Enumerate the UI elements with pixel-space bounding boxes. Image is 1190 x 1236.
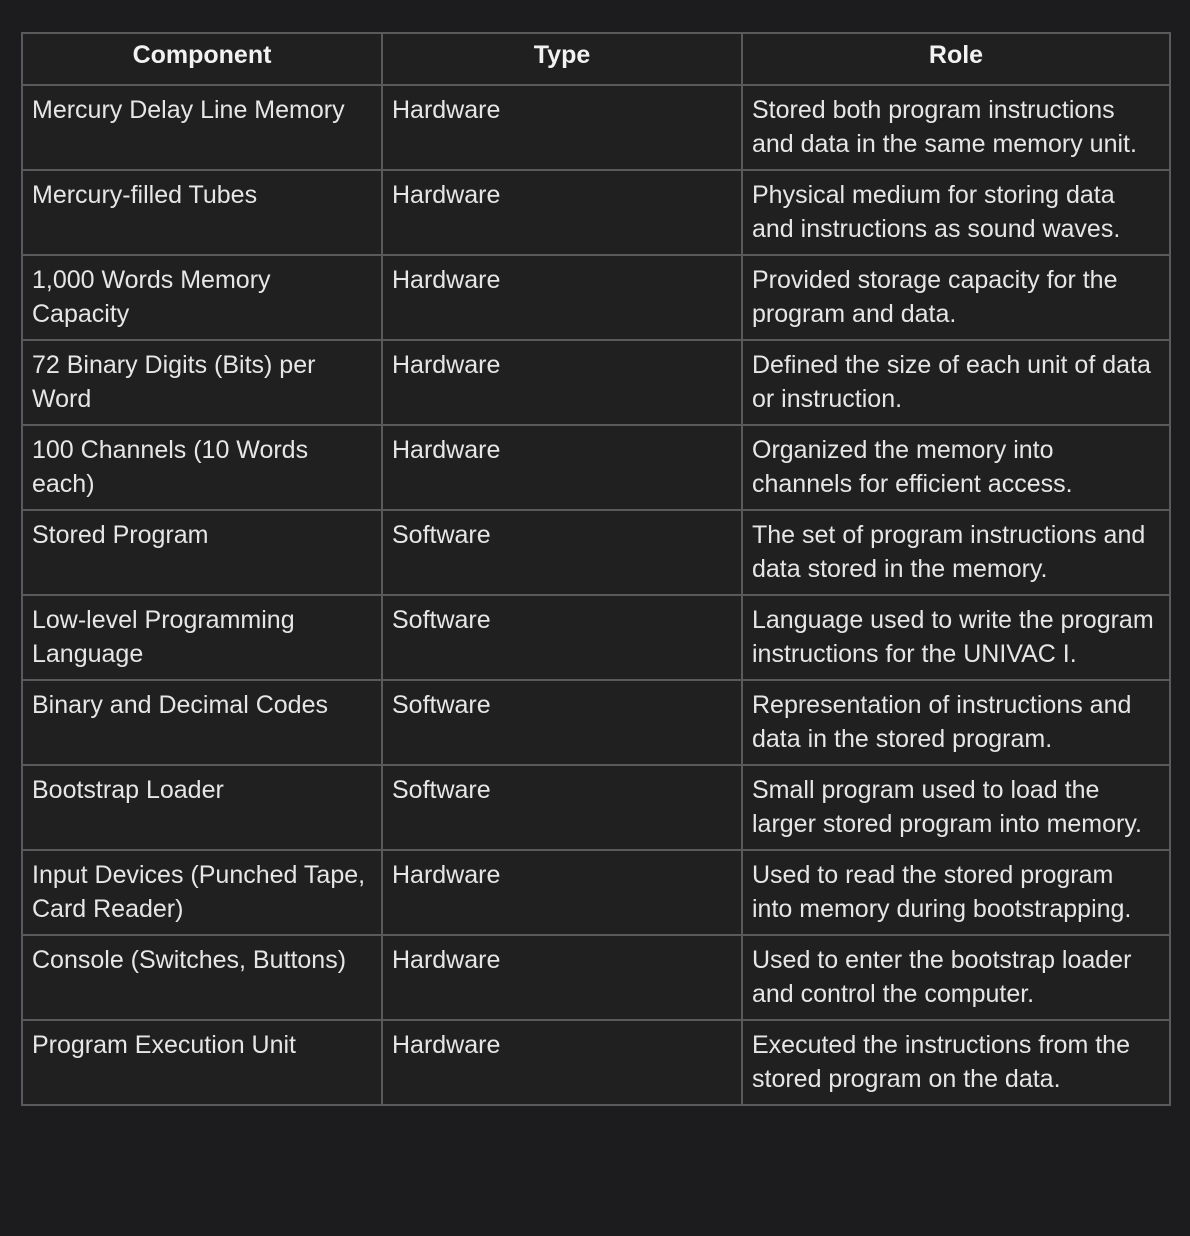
- type-cell: Hardware: [382, 935, 742, 1020]
- component-cell: Mercury Delay Line Memory: [22, 85, 382, 170]
- table-header-row: [22, 33, 1170, 85]
- table-row: [22, 1020, 1170, 1105]
- component-cell: Stored Program: [22, 510, 382, 595]
- table-row: [22, 85, 1170, 170]
- role-cell: Small program used to load the larger stored program into memory.: [742, 765, 1170, 850]
- component-cell: 1,000 Words Memory Capacity: [22, 255, 382, 340]
- table-row: [22, 425, 1170, 510]
- type-cell: Hardware: [382, 85, 742, 170]
- component-cell: Low-level Programming Language: [22, 595, 382, 680]
- component-cell: Input Devices (Punched Tape, Card Reader): [22, 850, 382, 935]
- component-cell: 100 Channels (10 Words each): [22, 425, 382, 510]
- role-cell: Stored both program instructions and data in the same memory unit.: [742, 85, 1170, 170]
- role-cell: Representation of instructions and data in the stored program.: [742, 680, 1170, 765]
- role-cell: The set of program instructions and data stored in the memory.: [742, 510, 1170, 595]
- role-cell: Physical medium for storing data and instructions as sound waves.: [742, 170, 1170, 255]
- table-row: [22, 935, 1170, 1020]
- component-cell: Console (Switches, Buttons): [22, 935, 382, 1020]
- role-cell: Executed the instructions from the stored program on the data.: [742, 1020, 1170, 1105]
- component-cell: Bootstrap Loader: [22, 765, 382, 850]
- role-cell: Defined the size of each unit of data or instruction.: [742, 340, 1170, 425]
- header-type: Type: [382, 33, 742, 85]
- role-cell: Organized the memory into channels for efficient access.: [742, 425, 1170, 510]
- table-row: [22, 510, 1170, 595]
- type-cell: Hardware: [382, 425, 742, 510]
- component-cell: Binary and Decimal Codes: [22, 680, 382, 765]
- role-cell: Provided storage capacity for the program and data.: [742, 255, 1170, 340]
- role-cell: Used to read the stored program into memory during bootstrapping.: [742, 850, 1170, 935]
- header-role: Role: [742, 33, 1170, 85]
- type-cell: Hardware: [382, 340, 742, 425]
- component-cell: 72 Binary Digits (Bits) per Word: [22, 340, 382, 425]
- type-cell: Hardware: [382, 170, 742, 255]
- table-row: [22, 765, 1170, 850]
- header-component: Component: [22, 33, 382, 85]
- role-cell: Language used to write the program instructions for the UNIVAC I.: [742, 595, 1170, 680]
- type-cell: Hardware: [382, 850, 742, 935]
- table-row: [22, 680, 1170, 765]
- type-cell: Hardware: [382, 1020, 742, 1105]
- type-cell: Hardware: [382, 255, 742, 340]
- component-cell: Mercury-filled Tubes: [22, 170, 382, 255]
- type-cell: Software: [382, 510, 742, 595]
- role-cell: Used to enter the bootstrap loader and control the computer.: [742, 935, 1170, 1020]
- table-row: [22, 595, 1170, 680]
- table-row: [22, 850, 1170, 935]
- type-cell: Software: [382, 765, 742, 850]
- component-cell: Program Execution Unit: [22, 1020, 382, 1105]
- type-cell: Software: [382, 595, 742, 680]
- table-row: [22, 170, 1170, 255]
- type-cell: Software: [382, 680, 742, 765]
- table-row: [22, 340, 1170, 425]
- components-table: [21, 32, 1171, 1106]
- table-row: [22, 255, 1170, 340]
